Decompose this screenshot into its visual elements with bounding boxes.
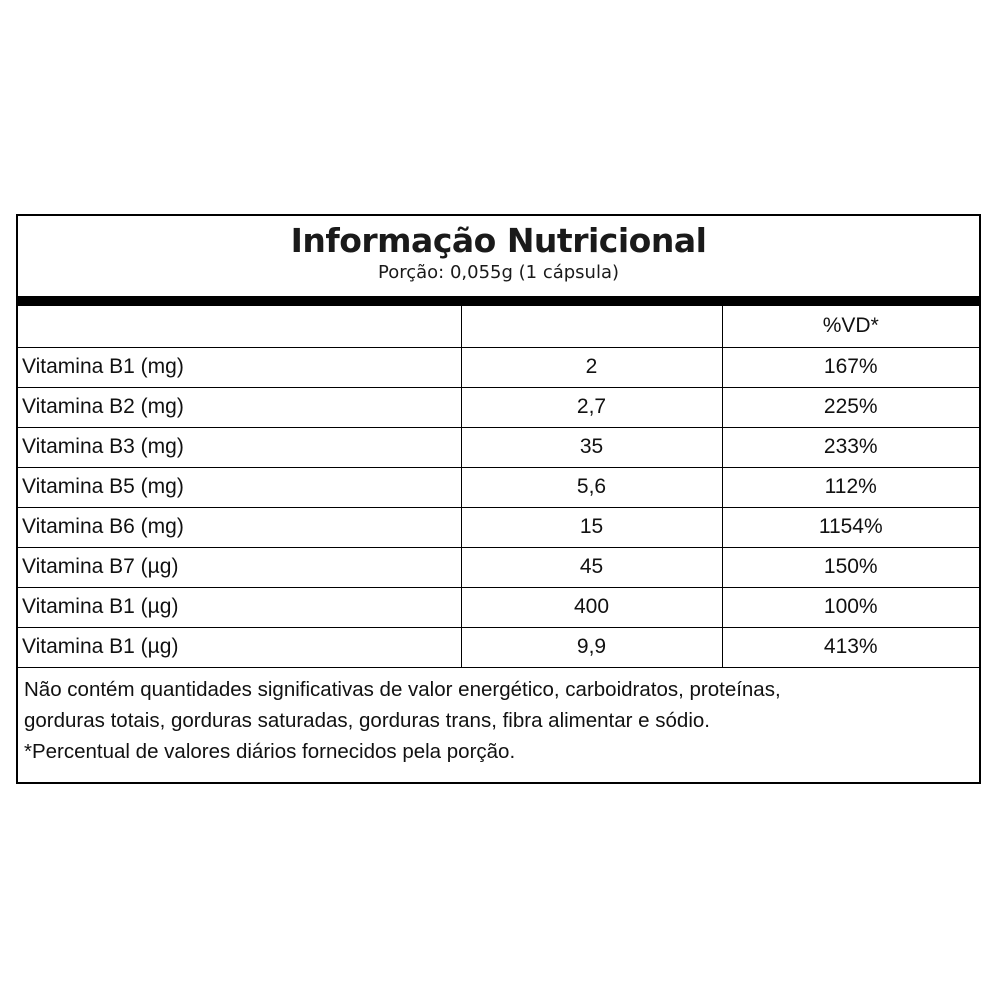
nutrient-name: Vitamina B7 (µg) xyxy=(18,547,461,587)
nutrition-table xyxy=(18,306,979,667)
nutrient-quantity: 35 xyxy=(461,427,722,467)
nutrient-name: Vitamina B1 (mg) xyxy=(18,347,461,387)
nutrient-quantity: 45 xyxy=(461,547,722,587)
footnote-line: gorduras totais, gorduras saturadas, gorduras trans, fibra alimentar e sódio. xyxy=(24,709,710,732)
nutrient-quantity: 15 xyxy=(461,507,722,547)
column-header-daily-value: %VD* xyxy=(722,306,979,347)
nutrient-name: Vitamina B1 (µg) xyxy=(18,587,461,627)
nutrient-daily-value: 225% xyxy=(722,387,979,427)
serving-size: Porção: 0,055g (1 cápsula) xyxy=(377,262,620,283)
table-row xyxy=(18,587,979,627)
thick-divider xyxy=(18,296,979,306)
nutrient-daily-value: 413% xyxy=(722,627,979,667)
nutrient-daily-value: 167% xyxy=(722,347,979,387)
table-header-row xyxy=(18,306,979,347)
label-footnotes xyxy=(18,667,979,767)
nutrient-daily-value: 112% xyxy=(722,467,979,507)
table-row xyxy=(18,627,979,667)
nutrient-name: Vitamina B3 (mg) xyxy=(18,427,461,467)
nutrient-name: Vitamina B2 (mg) xyxy=(18,387,461,427)
table-row xyxy=(18,347,979,387)
label-title: Informação Nutricional xyxy=(290,221,707,260)
column-header-quantity xyxy=(461,306,722,347)
table-row xyxy=(18,507,979,547)
label-header xyxy=(18,216,979,296)
table-row xyxy=(18,547,979,587)
nutrient-quantity: 2,7 xyxy=(461,387,722,427)
table-row xyxy=(18,427,979,467)
footnote-line: *Percentual de valores diários fornecidos pela porção. xyxy=(24,740,516,763)
table-row xyxy=(18,467,979,507)
nutrient-name: Vitamina B6 (mg) xyxy=(18,507,461,547)
nutrient-daily-value: 150% xyxy=(722,547,979,587)
footnote-line: Não contém quantidades significativas de valor energético, carboidratos, proteínas, xyxy=(24,678,781,701)
nutrient-daily-value: 1154% xyxy=(722,507,979,547)
nutrient-name: Vitamina B5 (mg) xyxy=(18,467,461,507)
nutrient-daily-value: 100% xyxy=(722,587,979,627)
nutrient-quantity: 400 xyxy=(461,587,722,627)
nutrient-quantity: 9,9 xyxy=(461,627,722,667)
nutrition-facts-label xyxy=(16,214,981,784)
nutrient-quantity: 5,6 xyxy=(461,467,722,507)
nutrient-name: Vitamina B1 (µg) xyxy=(18,627,461,667)
nutrient-quantity: 2 xyxy=(461,347,722,387)
column-header-name xyxy=(18,306,461,347)
nutrient-daily-value: 233% xyxy=(722,427,979,467)
table-row xyxy=(18,387,979,427)
